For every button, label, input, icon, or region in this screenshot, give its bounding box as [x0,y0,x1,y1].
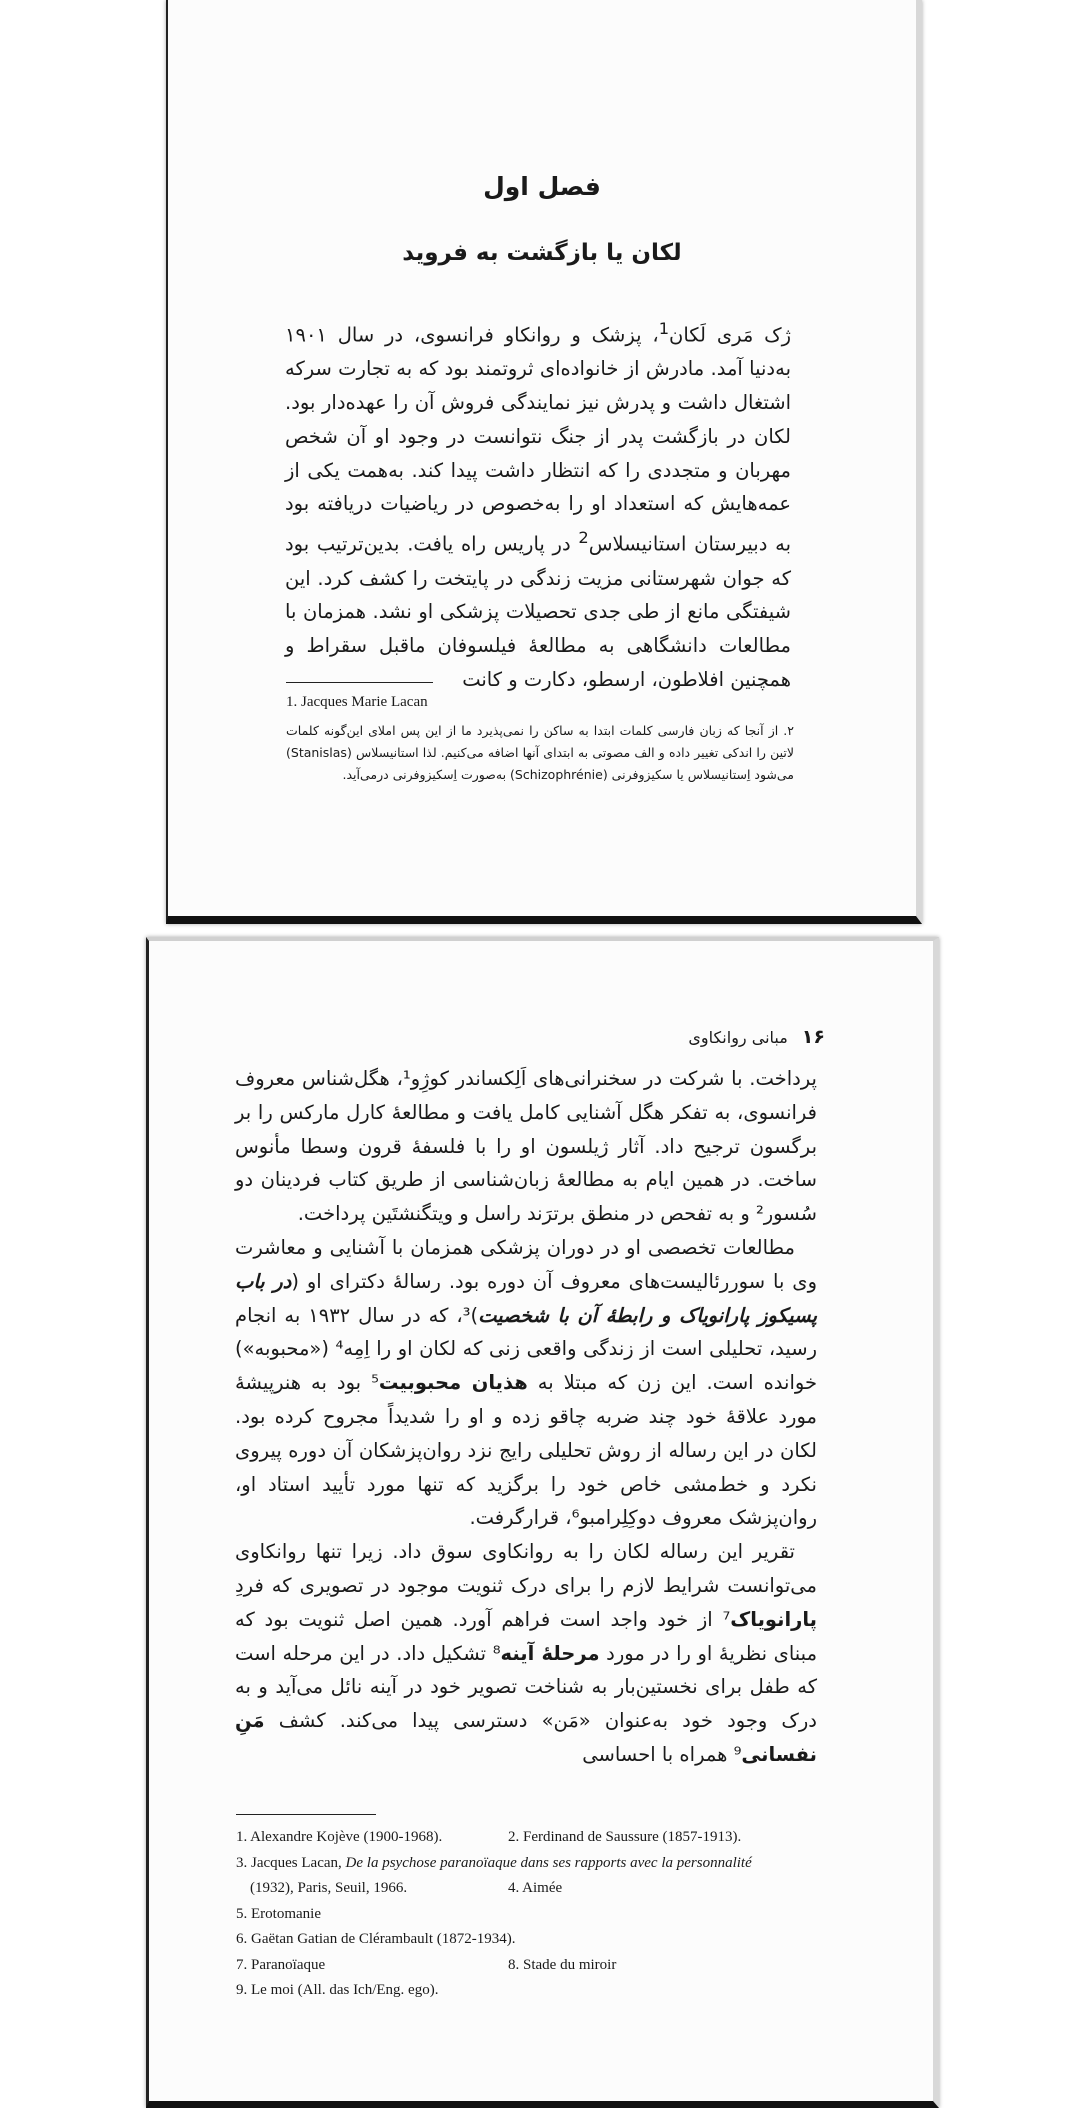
paragraph-text: ⁵ بود به هنرپیشهٔ مورد علاقهٔ خود چند ضربه چاقو زده و او را شدیداً مجروح کرده بود. لکان در این رساله از روش تحلیلی رایج نزد روان‌پزشکان آن دوره پیروی نکرد و خط‌مشی خاص خود را برگزید که تنها مورد تأیید استاد او، روان‌پزشک معروف دوکِلِرامبو⁶، قرارگرفت. [235,1371,817,1530]
footnote-3-title: De la psychose paranoïaque dans ses rapports avec la personnalité [345,1854,752,1871]
paragraph-text: در پاریس راه یافت. بدین‌ترتیب بود که جوان شهرستانی مزیت زندگی در پایتخت را کشف کرد. این شیفتگی مانع از طی جدی تحصیلات پزشکی او نشد. همزمان با مطالعات دانشگاهی به مطالعهٔ فیلسوفان ماقبل سقراط و همچنین افلاطون، ارسطو، دکارت و کانت [285,532,791,691]
paragraph-text: ژک مَری لَکان [669,323,791,347]
chapter-paragraph [285,312,791,697]
footnote-2: ۲. از آنجا که زبان فارسی کلمات ابتدا به ساکن را نمی‌پذیرد ما از این پس املای این‌گونه کلمات لاتین را اندکی تغییر داده و الف مصوتی به ابتدای آنها اضافه می‌کنیم. لذا استانیسلاس (Stanislas) می‌شود اِستانیسلاس یا سکیزوفرنی (Schizophrénie) به‌صورت اِسکیزوفرنی درمی‌آید. [286,723,794,782]
footnote-1: 1. Alexandre Kojève (1900-1968). [236,1829,443,1845]
keyword: مَنِ نفسانی [235,1709,817,1766]
footnote-row [236,1902,836,1928]
paragraph-text: ⁹ همراه با احساسی [582,1742,742,1766]
running-title: مبانی روانکاوی [688,1028,788,1047]
keyword: هذیان محبوبیت [378,1371,528,1395]
book-page-1 [166,0,922,924]
footnote-row [236,1825,836,1851]
footnote-ref: 2 [578,528,589,548]
footnote-7: 7. Paranoïaque [236,1956,326,1973]
footnote-row [236,1927,836,1953]
footnote-list [236,1825,836,2004]
paragraph-text: ⁸ تشکیل داد. در این مرحله است که طفل برای نخستین‌بار به شناخت تصویر خود در آینه نائل می‌آید و به درک وجود خود به‌عنوان «مَن» دسترسی پیدا می‌کند. کشف [235,1641,817,1733]
book-page-2 [146,937,939,2108]
footnote-ref: 1 [658,319,670,338]
footnote-5: 5. Erotomanie [236,1905,321,1922]
footnote-2: 2. Ferdinand de Saussure (1857-1913). [508,1829,742,1845]
paragraph-text: تقریر این رساله لکان را به روانکاوی سوق داد. زیرا تنها روانکاوی می‌توانست شرایط لازم را برای درک ثنویت موجود در تصویری که فردِ [235,1540,817,1597]
footnote-row [236,1851,836,1877]
chapter-title: لکان یا بازگشت به فروید [402,240,682,266]
chapter-label: فصل اول [483,172,601,201]
paragraph-3 [235,1535,817,1772]
keyword: پارانویاک [730,1607,817,1631]
footnote-row [236,1953,836,1979]
footnote-8: 8. Stade du miroir [508,1956,617,1973]
page-body [235,1062,817,1772]
keyword: مرحلهٔ آینه [500,1641,600,1665]
paragraph-text: ، پزشک و روانکاو فرانسوی، در سال ۱۹۰۱ به‌دنیا آمد. مادرش از خانواده‌ای ثروتمند بود که به تجارت سرکه اشتغال داشت و پدرش نیز نمایندگی فروش آن را عهده‌دار بود. لکان در بازگشت پدر از جنگ نتوانست در وجود او آن شخص مهربان و متجددی را که انتظار داشت پیدا کند. به‌همت یکی از عمه‌هایش که استعداد او را به‌خصوص در ریاضیات دریافته بود به دبیرستان استانیسلاس [285,323,791,556]
footnote-3-prefix: 3. Jacques Lacan, [236,1854,346,1871]
footnote-6: 6. Gaëtan Gatian de Clérambault (1872-1934). [236,1931,516,1947]
footnote-divider [286,682,433,683]
footnote-1: 1. Jacques Marie Lacan [286,694,428,710]
footnote-divider [236,1814,376,1815]
footnote-9: 9. Le moi (All. das Ich/Eng. ego). [236,1982,439,1998]
paragraph-text: ⁷ از خود واجد است فراهم آورد. همین اصل ثنویت بود که مبنای نظریهٔ او را در مورد [235,1607,818,1665]
footnote-row [236,1876,836,1902]
thesis-title: در باب پسیکوز پارانویاک و رابطهٔ آن با شخصیت [235,1269,817,1327]
footnote-3 [236,1851,752,1877]
footnote-row [236,1978,836,2004]
footnote-3-suffix: (1932), Paris, Seuil, 1966. [250,1880,408,1896]
paragraph-2 [235,1231,817,1535]
paragraph-text: )³، که در سال ۱۹۳۲ به انجام رسید، تحلیلی است از زندگی واقعی زنی که لکان او را اِمِه⁴ («محبوبه») خوانده است. این زن که مبتلا به [235,1303,817,1395]
page-number: ۱۶ [801,1026,825,1048]
paragraph-text: مطالعات تخصصی او در دوران پزشکی همزمان با آشنایی و معاشرت وی با سوررئالیست‌های معروف آن دوره بود. رسالهٔ دکترای او ( [235,1235,817,1293]
running-head [688,1026,825,1048]
paragraph-1: پرداخت. با شرکت در سخنرانی‌های اَلِکساندر کوژِو¹، هگل‌شناس معروف فرانسوی، به تفکر هگل آشنایی کامل یافت و مطالعهٔ کارل مارکس را بر برگسون ترجیح داد. آثار ژیلسون او را با فلسفهٔ قرون وسطا مأنوس ساخت. در همین ایام به مطالعهٔ زبان‌شناسی از طریق کتاب فردینان دو سُسور² و به تفحص در منطق برترَند راسل و ویتگنشتَین پرداخت. [235,1067,817,1226]
footnote-4: 4. Aimée [508,1880,563,1896]
